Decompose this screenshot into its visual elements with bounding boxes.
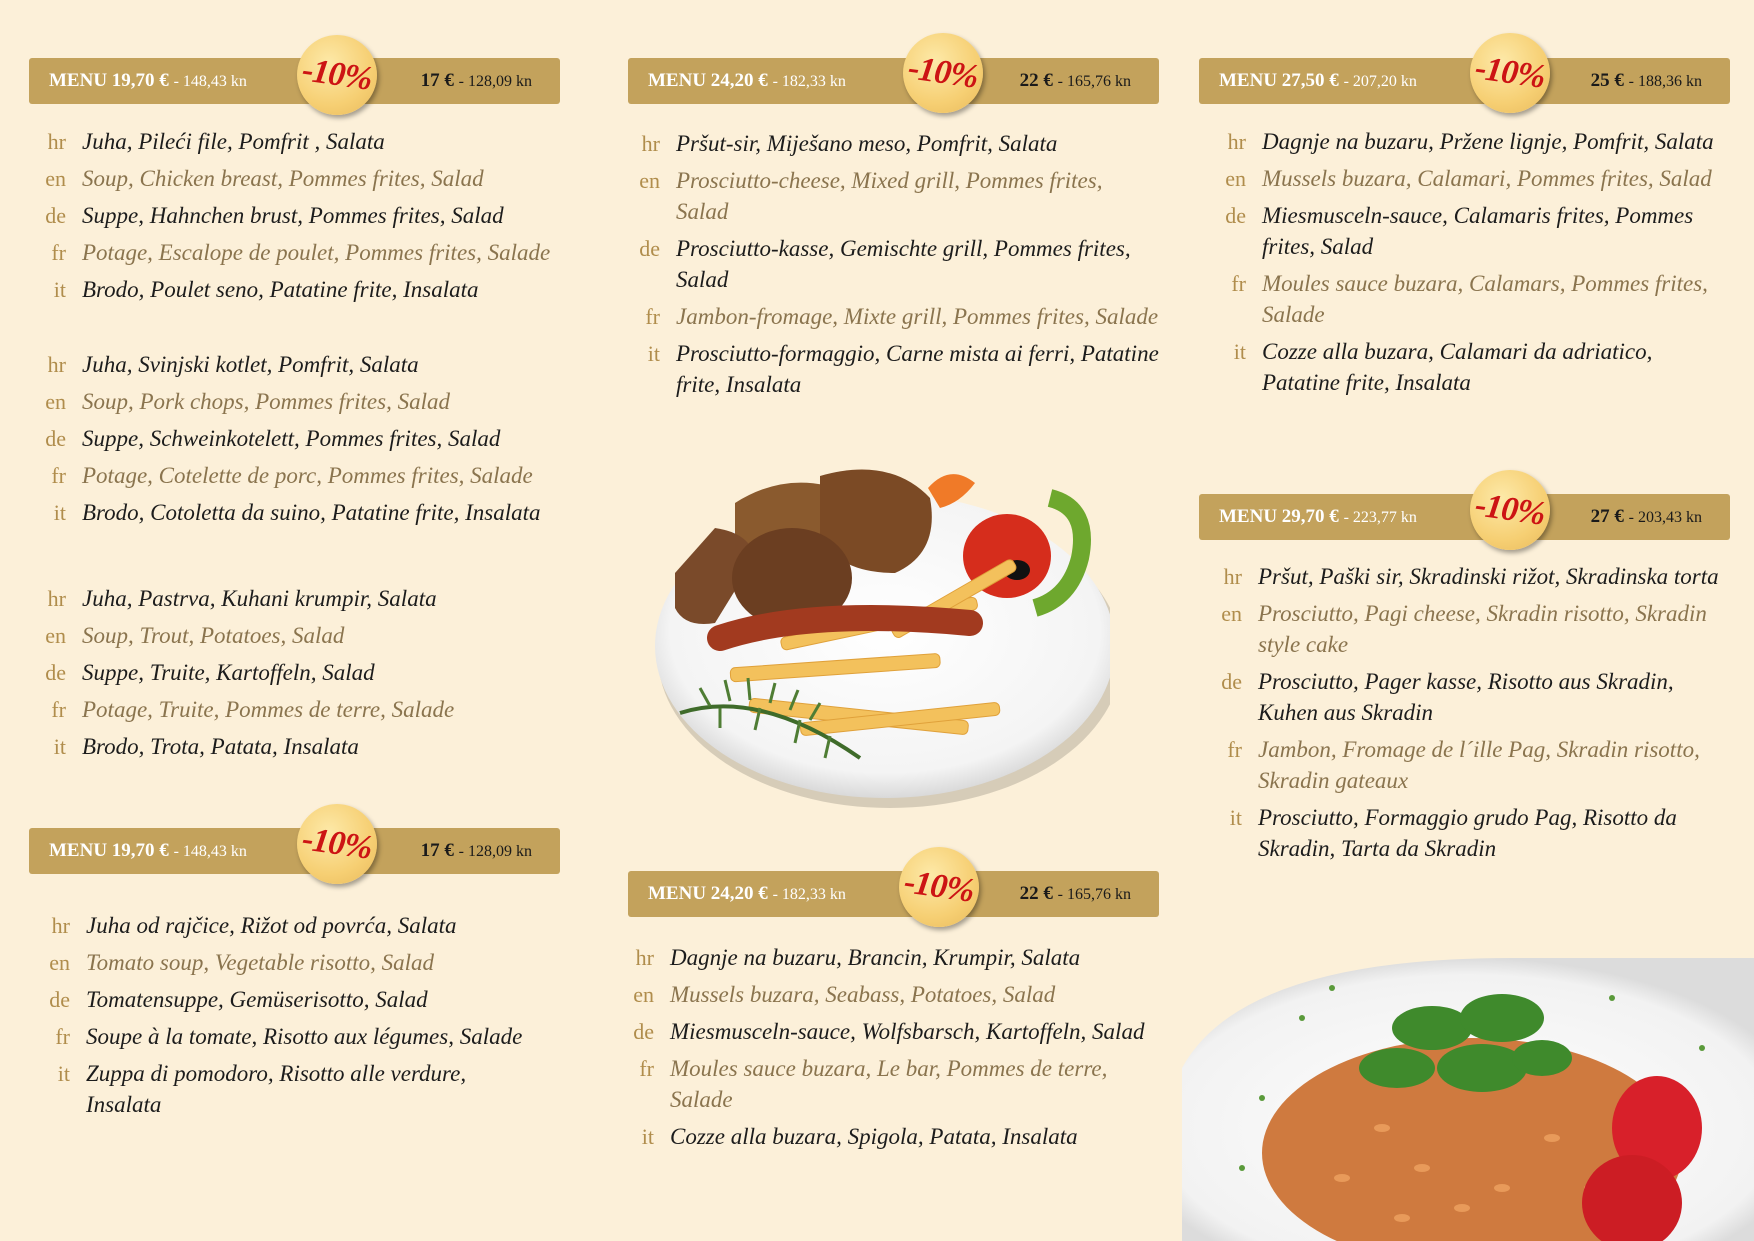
menu-line-en: en Mussels buzara, Calamari, Pommes frites, Salad xyxy=(1225,166,1712,191)
discounted-price: 22 € - 165,76 kn xyxy=(1019,70,1131,91)
menu-line-it: it Prosciutto, Formaggio grudo Pag, Risotto da Skradin, Tarta da Skradin xyxy=(1229,805,1677,861)
menu-line-it: it Brodo, Poulet seno, Patatine frite, Insalata xyxy=(53,277,479,302)
discount-badge: -10% xyxy=(297,804,377,884)
menu-line-hr: hr Juha od rajčice, Rižot od povrća, Salata xyxy=(51,913,457,938)
menu-line-de: de Miesmusceln-sauce, Calamaris frites, Pommes frites, Salad xyxy=(1225,203,1694,259)
menu-line-en: en Tomato soup, Vegetable risotto, Salad xyxy=(49,950,434,975)
menu-line-en: en Soup, Pork chops, Pommes frites, Salad xyxy=(45,389,450,414)
menu-line-de: de Prosciutto, Pager kasse, Risotto aus Skradin, Kuhen aus Skradin xyxy=(1221,669,1674,725)
menu-line-de: de Tomatensuppe, Gemüserisotto, Salad xyxy=(49,987,428,1012)
discount-badge: -10% xyxy=(903,33,983,113)
menu-price: MENU 27,50 € - 207,20 kn xyxy=(1219,70,1417,91)
menu-price: MENU 29,70 € - 223,77 kn xyxy=(1219,506,1417,527)
discount-badge: -10% xyxy=(899,847,979,927)
menu-line-it: it Cozze alla buzara, Calamari da adriatico, Patatine frite, Insalata xyxy=(1233,339,1653,395)
menu-price: MENU 19,70 € - 148,43 kn xyxy=(49,840,247,861)
menu-line-hr: hr Juha, Pastrva, Kuhani krumpir, Salata xyxy=(47,586,437,611)
discounted-price: 17 € - 128,09 kn xyxy=(420,840,532,861)
discount-badge: -10% xyxy=(1470,470,1550,550)
menu-line-en: en Soup, Chicken breast, Pommes frites, Salad xyxy=(45,166,484,191)
menu-line-de: de Suppe, Truite, Kartoffeln, Salad xyxy=(45,660,375,685)
menu-price: MENU 24,20 € - 182,33 kn xyxy=(648,883,846,904)
menu-line-en: en Prosciutto-cheese, Mixed grill, Pommes frites, Salad xyxy=(639,168,1103,224)
menu-items-c1-g2 xyxy=(20,349,580,534)
menu-line-fr: fr Moules sauce buzara, Le bar, Pommes de terre, Salade xyxy=(639,1056,1108,1112)
menu-line-it: it Brodo, Cotoletta da suino, Patatine frite, Insalata xyxy=(53,500,541,525)
menu-price: MENU 24,20 € - 182,33 kn xyxy=(648,70,846,91)
menu-banner-c2-b2 xyxy=(628,871,1159,917)
menu-banner-c3-b1 xyxy=(1199,58,1730,104)
menu-banner-c1-b2 xyxy=(29,828,560,874)
menu-line-it: it Cozze alla buzara, Spigola, Patata, Insalata xyxy=(641,1124,1078,1149)
menu-line-fr: fr Potage, Cotelette de porc, Pommes frites, Salade xyxy=(51,463,533,488)
discount-badge: -10% xyxy=(297,35,377,115)
menu-line-hr: hr Juha, Svinjski kotlet, Pomfrit, Salata xyxy=(47,352,419,377)
menu-line-fr: fr Potage, Escalope de poulet, Pommes frites, Salade xyxy=(51,240,551,265)
mixed-grill-plate-photo xyxy=(640,458,1110,816)
menu-items-c1-g3 xyxy=(20,583,580,768)
menu-items-c1-g4 xyxy=(24,910,524,1126)
discounted-price: 22 € - 165,76 kn xyxy=(1019,883,1131,904)
menu-items-c2-g2 xyxy=(608,942,1148,1158)
menu-line-de: de Suppe, Hahnchen brust, Pommes frites, Salad xyxy=(45,203,504,228)
menu-line-hr: hr Juha, Pileći file, Pomfrit , Salata xyxy=(47,129,385,154)
menu-price: MENU 19,70 € - 148,43 kn xyxy=(49,70,247,91)
menu-line-fr: fr Moules sauce buzara, Calamars, Pommes frites, Salade xyxy=(1231,271,1708,327)
menu-items-c2-g1 xyxy=(614,128,1159,406)
discounted-price: 17 € - 128,09 kn xyxy=(420,70,532,91)
menu-line-de: de Miesmusceln-sauce, Wolfsbarsch, Kartoffeln, Salad xyxy=(633,1019,1145,1044)
menu-line-de: de Prosciutto-kasse, Gemischte grill, Pommes frites, Salad xyxy=(639,236,1131,292)
discounted-price: 25 € - 188,36 kn xyxy=(1590,70,1702,91)
menu-line-en: en Soup, Trout, Potatoes, Salad xyxy=(45,623,345,648)
menu-line-hr: hr Dagnje na buzaru, Brancin, Krumpir, Salata xyxy=(635,945,1081,970)
menu-line-fr: fr Soupe à la tomate, Risotto aux légumes, Salade xyxy=(55,1024,523,1049)
menu-line-hr: hr Pršut-sir, Miješano meso, Pomfrit, Salata xyxy=(641,131,1058,156)
risotto-plate-photo xyxy=(1182,958,1754,1241)
menu-items-c3-g2 xyxy=(1196,561,1726,870)
menu-line-de: de Suppe, Schweinkotelett, Pommes frites, Salad xyxy=(45,426,501,451)
menu-banner-c3-b2 xyxy=(1199,494,1730,540)
menu-line-hr: hr Pršut, Paški sir, Skradinski rižot, Skradinska torta xyxy=(1223,564,1719,589)
discount-badge: -10% xyxy=(1470,33,1550,113)
menu-line-it: it Brodo, Trota, Patata, Insalata xyxy=(53,734,359,759)
menu-line-fr: fr Jambon-fromage, Mixte grill, Pommes frites, Salade xyxy=(645,304,1159,329)
menu-items-c3-g1 xyxy=(1200,126,1720,404)
menu-banner-c2-b1 xyxy=(628,58,1159,104)
menu-line-fr: fr Jambon, Fromage de l´ille Pag, Skradin risotto, Skradin gateaux xyxy=(1227,737,1700,793)
menu-line-en: en Mussels buzara, Seabass, Potatoes, Salad xyxy=(633,982,1056,1007)
menu-line-hr: hr Dagnje na buzaru, Pržene lignje, Pomfrit, Salata xyxy=(1227,129,1714,154)
menu-line-it: it Zuppa di pomodoro, Risotto alle verdure, Insalata xyxy=(57,1061,467,1117)
discounted-price: 27 € - 203,43 kn xyxy=(1590,506,1702,527)
menu-line-fr: fr Potage, Truite, Pommes de terre, Salade xyxy=(51,697,455,722)
menu-items-c1-g1 xyxy=(20,126,580,311)
menu-banner-c1-b1 xyxy=(29,58,560,104)
menu-line-en: en Prosciutto, Pagi cheese, Skradin risotto, Skradin style cake xyxy=(1221,601,1707,657)
menu-line-it: it Prosciutto-formaggio, Carne mista ai ferri, Patatine frite, Insalata xyxy=(647,341,1159,397)
